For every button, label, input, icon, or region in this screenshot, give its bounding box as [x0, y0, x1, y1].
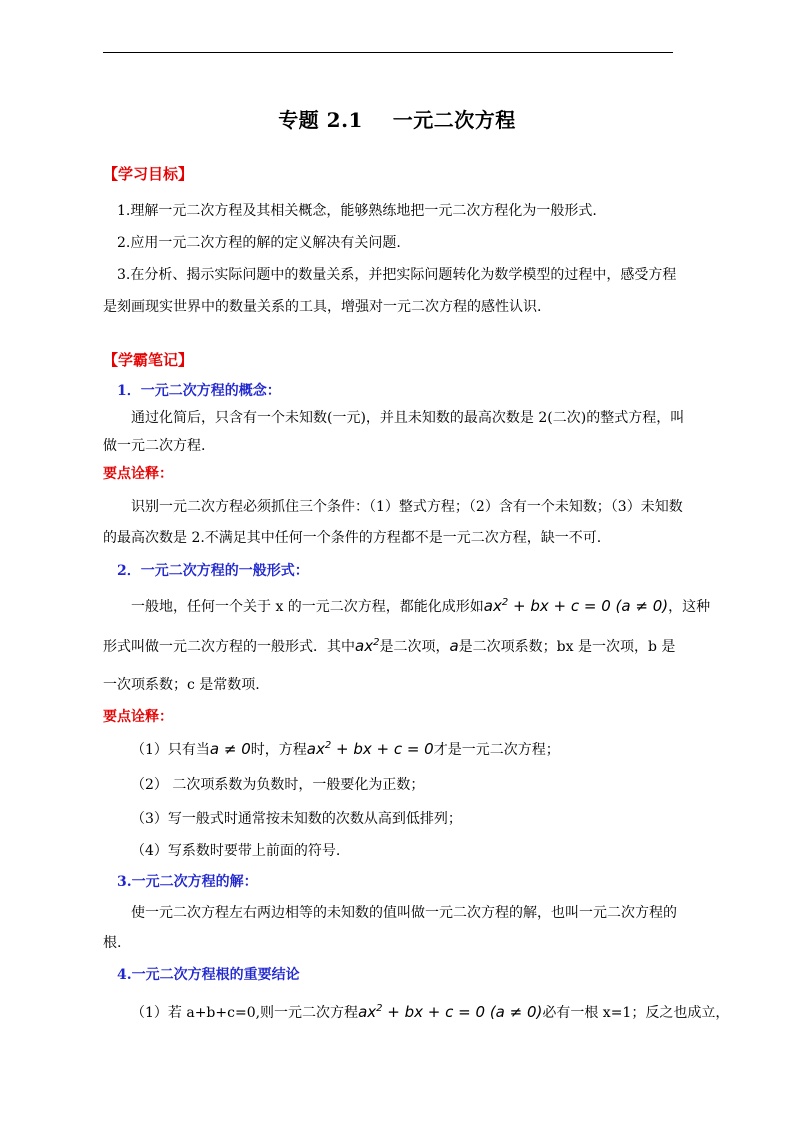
goals-heading: 【学习目标】: [103, 165, 194, 183]
goal-item: 1.理解一元二次方程及其相关概念，能够熟练地把一元二次方程化为一般形式.: [117, 203, 597, 219]
list-item: （4）写系数时要带上前面的符号.: [131, 843, 341, 859]
text: 一般地，任何一个关于 x 的一元二次方程，都能化成形如: [131, 599, 484, 615]
key-point-label: 要点诠释：: [103, 466, 173, 482]
general-form-equation: $ax^2$ + bx + c = 0: [306, 740, 434, 758]
list-item: （2） 二次项系数为负数时，一般要化为正数；: [131, 777, 425, 793]
paragraph: 识别一元二次方程必须抓住三个条件：（1）整式方程；（2）含有一个未知数；（3）未知数: [131, 499, 683, 515]
paragraph: 根.: [103, 935, 122, 951]
section-2-heading: 2．一元二次方程的一般形式：: [117, 563, 309, 579]
section-4-heading: 4.一元二次方程根的重要结论: [117, 967, 300, 983]
general-form-equation: $ax^2$ + bx + c = 0 (a ≠ 0): [483, 597, 669, 615]
general-form-equation: $ax^2$ + bx + c = 0 (a ≠ 0): [358, 1003, 543, 1021]
condition-a-nonzero: a ≠ 0: [209, 740, 251, 758]
goal-item: 2.应用一元二次方程的解的定义解决有关问题.: [117, 235, 401, 251]
paragraph: 形式叫做一元二次方程的一般形式．其中$ax^2$是二次项，a是二次项系数；bx 是一次项，b 是: [103, 637, 676, 655]
header-rule: [103, 52, 673, 53]
page-title: 专题 2.1 一元二次方程: [278, 108, 516, 132]
list-item: （3）写一般式时通常按未知数的次数从高到低排列；: [131, 811, 462, 827]
list-item: （1）只有当a ≠ 0时，方程$ax^2$ + bx + c = 0才是一元二次方程；: [131, 740, 560, 758]
goal-item-continued: 是刻画现实世界中的数量关系的工具，增强对一元二次方程的感性认识.: [103, 299, 542, 315]
goal-item: 3.在分析、揭示实际问题中的数量关系，并把实际问题转化为数学模型的过程中，感受方程: [117, 267, 677, 283]
paragraph: 一次项系数；c 是常数项.: [103, 677, 260, 693]
coefficient-a: a: [449, 637, 459, 655]
text: ，这种: [668, 599, 711, 615]
paragraph: （1）若 a+b+c=0,则一元二次方程$ax^2$ + bx + c = 0 (a ≠ 0)必有一根 x=1；反之也成立，: [131, 1003, 730, 1021]
paragraph: 使一元二次方程左右两边相等的未知数的值叫做一元二次方程的解，也叫一元二次方程的: [131, 905, 677, 921]
paragraph: 做一元二次方程.: [103, 438, 206, 454]
section-3-heading: 3.一元二次方程的解：: [117, 874, 258, 890]
paragraph: 的最高次数是 2.不满足其中任何一个条件的方程都不是一元二次方程，缺一不可.: [103, 530, 602, 546]
notes-heading: 【学霸笔记】: [103, 351, 194, 369]
section-1-heading: 1．一元二次方程的概念：: [117, 383, 281, 399]
quadratic-term: $ax^2$: [355, 637, 380, 655]
paragraph: [131, 596, 710, 617]
paragraph: 通过化简后，只含有一个未知数(一元)，并且未知数的最高次数是 2(二次)的整式方程，叫: [131, 410, 685, 426]
key-point-label: 要点诠释：: [103, 709, 173, 725]
